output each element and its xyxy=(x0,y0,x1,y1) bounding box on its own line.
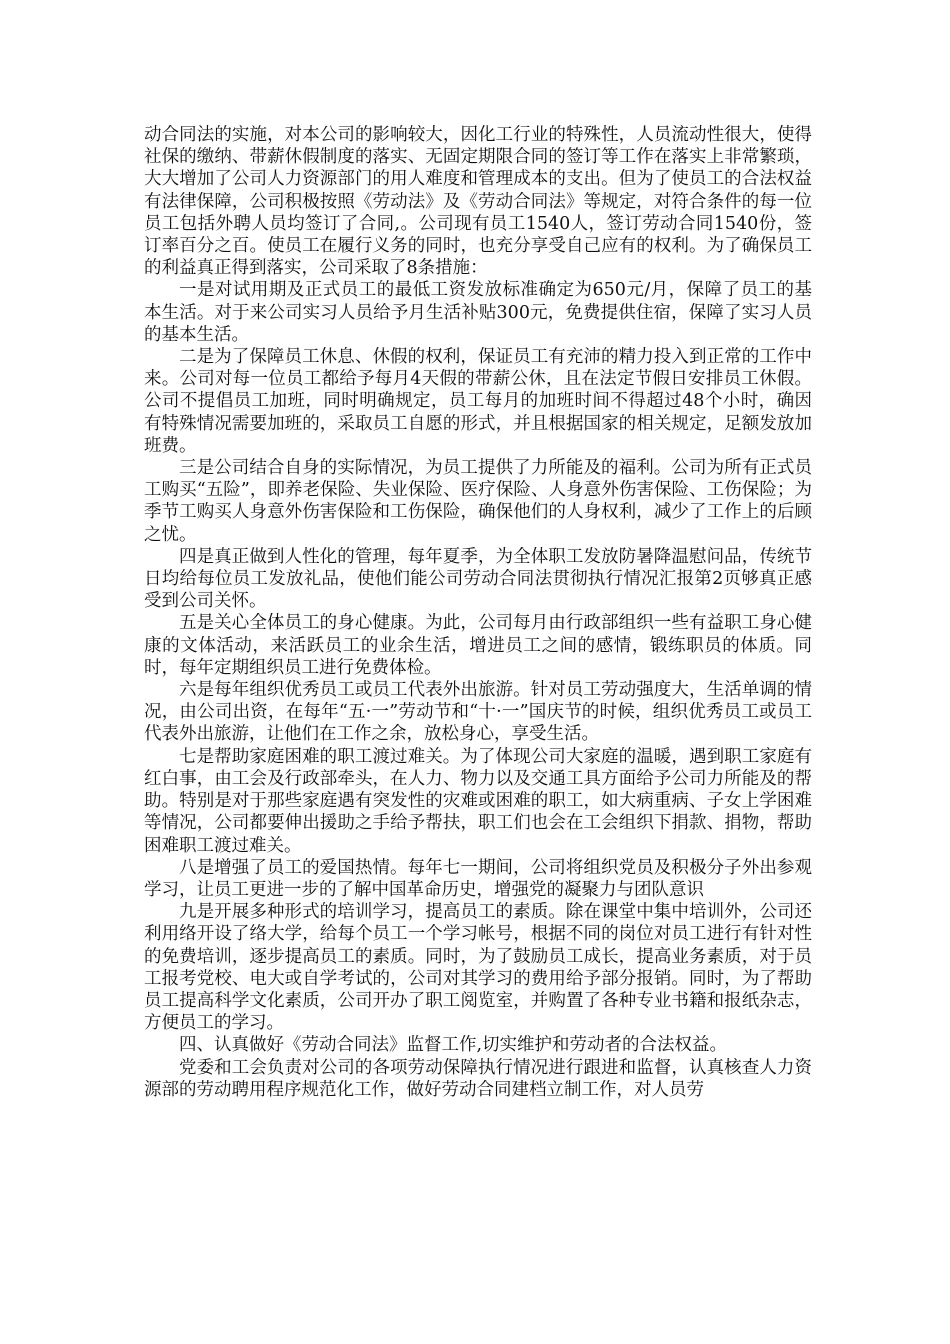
paragraph-measure-2: 二是为了保障员工休息、休假的权利，保证员工有充沛的精力投入到正常的工作中来。公司对每一位员工都给予每月4天假的带薪公休，且在法定节假日安排员工休假。公司不提倡员工加班，同时明确规定，员工每月的加班时间不得超过48个小时，确因有特殊情况需要加班的，采取员工自愿的形式，并且根据国家的相关规定，足额发放加班费。 xyxy=(144,347,812,456)
paragraph-supervision: 党委和工会负责对公司的各项劳动保障执行情况进行跟进和监督，认真核查人力资源部的劳动聘用程序规范化工作，做好劳动合同建档立制工作，对人员劳 xyxy=(144,1057,812,1100)
section-heading-4: 四、认真做好《劳动合同法》监督工作,切实维护和劳动者的合法权益。 xyxy=(179,1035,728,1056)
paragraph-intro: 动合同法的实施，对本公司的影响较大，因化工行业的特殊性，人员流动性很大，使得社保的缴纳、带薪休假制度的落实、无固定期限合同的签订等工作在落实上非常繁琐，大大增加了公司人力资源部门的用人难度和管理成本的支出。但为了使员工的合法权益有法律保障，公司积极按照《劳动法》及《劳动合同法》等规定，对符合条件的每一位员工包括外聘人员均签订了合同,。公司现有员工1540人，签订劳动合同1540份，签订率百分之百。使员工在履行义务的同时，也充分享受自己应有的权利。为了确保员工的利益真正得到落实，公司采取了8条措施： xyxy=(144,125,812,279)
paragraph-measure-9: 九是开展多种形式的培训学习，提高员工的素质。除在课堂中集中培训外，公司还利用络开设了络大学，给每个员工一个学习帐号，根据不同的岗位对员工进行有针对性的免费培训，逐步提高员工的素质。同时，为了鼓励员工成长，提高业务素质，对于员工报考党校、电大或自学考试的，公司对其学习的费用给予部分报销。同时，为了帮助员工提高科学文化素质，公司开办了职工阅览室，并购置了各种专业书籍和报纸杂志，方便员工的学习。 xyxy=(144,902,812,1034)
document-body xyxy=(144,124,812,1101)
paragraph-measure-1: 一是对试用期及正式员工的最低工资发放标准确定为650元/月，保障了员工的基本生活。对于来公司实习人员给予月生活补贴300元，免费提供住宿，保障了实习人员的基本生活。 xyxy=(144,280,812,345)
paragraph-measure-6: 六是每年组织优秀员工或员工代表外出旅游。针对员工劳动强度大，生活单调的情况，由公司出资，在每年“五·一”劳动节和“十·一”国庆节的时候，组织优秀员工或员工代表外出旅游，让他们在工作之余，放松身心，享受生活。 xyxy=(144,680,812,745)
paragraph-measure-7: 七是帮助家庭困难的职工渡过难关。为了体现公司大家庭的温暖，遇到职工家庭有红白事，由工会及行政部牵头，在人力、物力以及交通工具方面给予公司力所能及的帮助。特别是对于那些家庭遇有突发性的灾难或困难的职工，如大病重病、子女上学困难等情况，公司都要伸出援助之手给予帮扶，职工们也会在工会组织下捐款、捐物，帮助困难职工渡过难关。 xyxy=(144,746,812,856)
paragraph-measure-3: 三是公司结合自身的实际情况，为员工提供了力所能及的福利。公司为所有正式员工购买“五险”，即养老保险、失业保险、医疗保险、人身意外伤害保险、工伤保险；为季节工购买人身意外伤害保险和工伤保险，确保他们的人身权利，减少了工作上的后顾之忧。 xyxy=(144,458,812,545)
paragraph-measure-8: 八是增强了员工的爱国热情。每年七一期间，公司将组织党员及积极分子外出参观学习，让员工更进一步的了解中国革命历史，增强党的凝聚力与团队意识 xyxy=(144,857,812,900)
paragraph-measure-5: 五是关心全体员工的身心健康。为此，公司每月由行政部组织一些有益职工身心健康的文体活动，来活跃员工的业余生活，增进员工之间的感情，锻练职员的体质。同时，每年定期组织员工进行免费体检。 xyxy=(144,613,812,678)
paragraph-measure-4: 四是真正做到人性化的管理，每年夏季，为全体职工发放防暑降温慰问品，传统节日均给每位员工发放礼品，使他们能公司劳动合同法贯彻执行情况汇报第2页够真正感受到公司关怀。 xyxy=(144,546,812,612)
